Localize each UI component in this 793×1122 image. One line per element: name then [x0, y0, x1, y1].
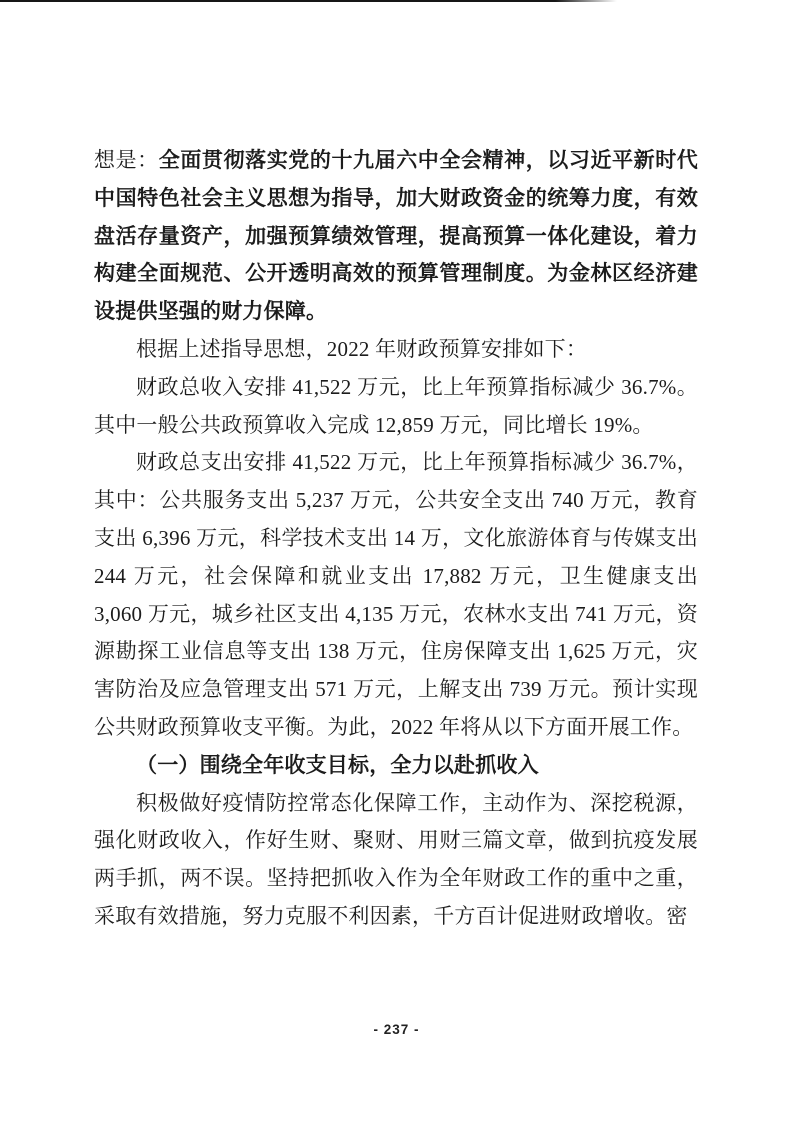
page-top-edge-line: [0, 0, 617, 2]
paragraph-total-revenue: 财政总收入安排 41,522 万元，比上年预算指标减少 36.7%。其中一般公共政预算收入完成 12,859 万元，同比增长 19%。: [94, 374, 698, 437]
page-number: - 237 -: [373, 1022, 420, 1037]
paragraph-guiding-ideology: [94, 142, 698, 331]
paragraph-revenue-work: 积极做好疫情防控常态化保障工作，主动作为、深挖税源，强化财政收入，作好生财、聚财、用财三篇文章，做到抗疫发展两手抓，两不误。坚持把抓收入作为全年财政工作的重中之重，采取有效措施，努力克服不利因素，千方百计促进财政增收。密: [94, 790, 698, 928]
section-heading-1: （一）围绕全年收支目标，全力以赴抓收入: [136, 752, 539, 777]
paragraph-budget-intro: 根据上述指导思想，2022 年财政预算安排如下：: [136, 336, 588, 361]
document-body: [94, 142, 698, 936]
paragraph-continuation-lead: 想是：: [94, 148, 159, 172]
page-footer: [0, 1021, 793, 1039]
paragraph-total-expenditure: 财政总支出安排 41,522 万元，比上年预算指标减少 36.7%，其中：公共服务支出 5,237 万元，公共安全支出 740 万元，教育支出 6,396 万元，科学技术支出 14 万，文化旅游体育与传媒支出 244 万元，社会保障和就业支出 17,882 万元，卫生健康支出 3,060 万元，城乡社区支出 4,135 万元，农林水支出 741 万元，资源勘探工业信息等支出 138 万元，住房保障支出 1,625 万元，灾害防治及应急管理支出 571 万元，上解支出 739 万元。预计实现公共财政预算收支平衡。为此，2022 年将从以下方面开展工作。: [94, 450, 698, 739]
paragraph-guiding-ideology-text: 全面贯彻落实党的十九届六中全会精神，以习近平新时代中国特色社会主义思想为指导，加大财政资金的统筹力度，有效盘活存量资产，加强预算绩效管理，提高预算一体化建设，着力构建全面规范、公开透明高效的预算管理制度。为金林区经济建设提供坚强的财力保障。: [94, 149, 698, 324]
